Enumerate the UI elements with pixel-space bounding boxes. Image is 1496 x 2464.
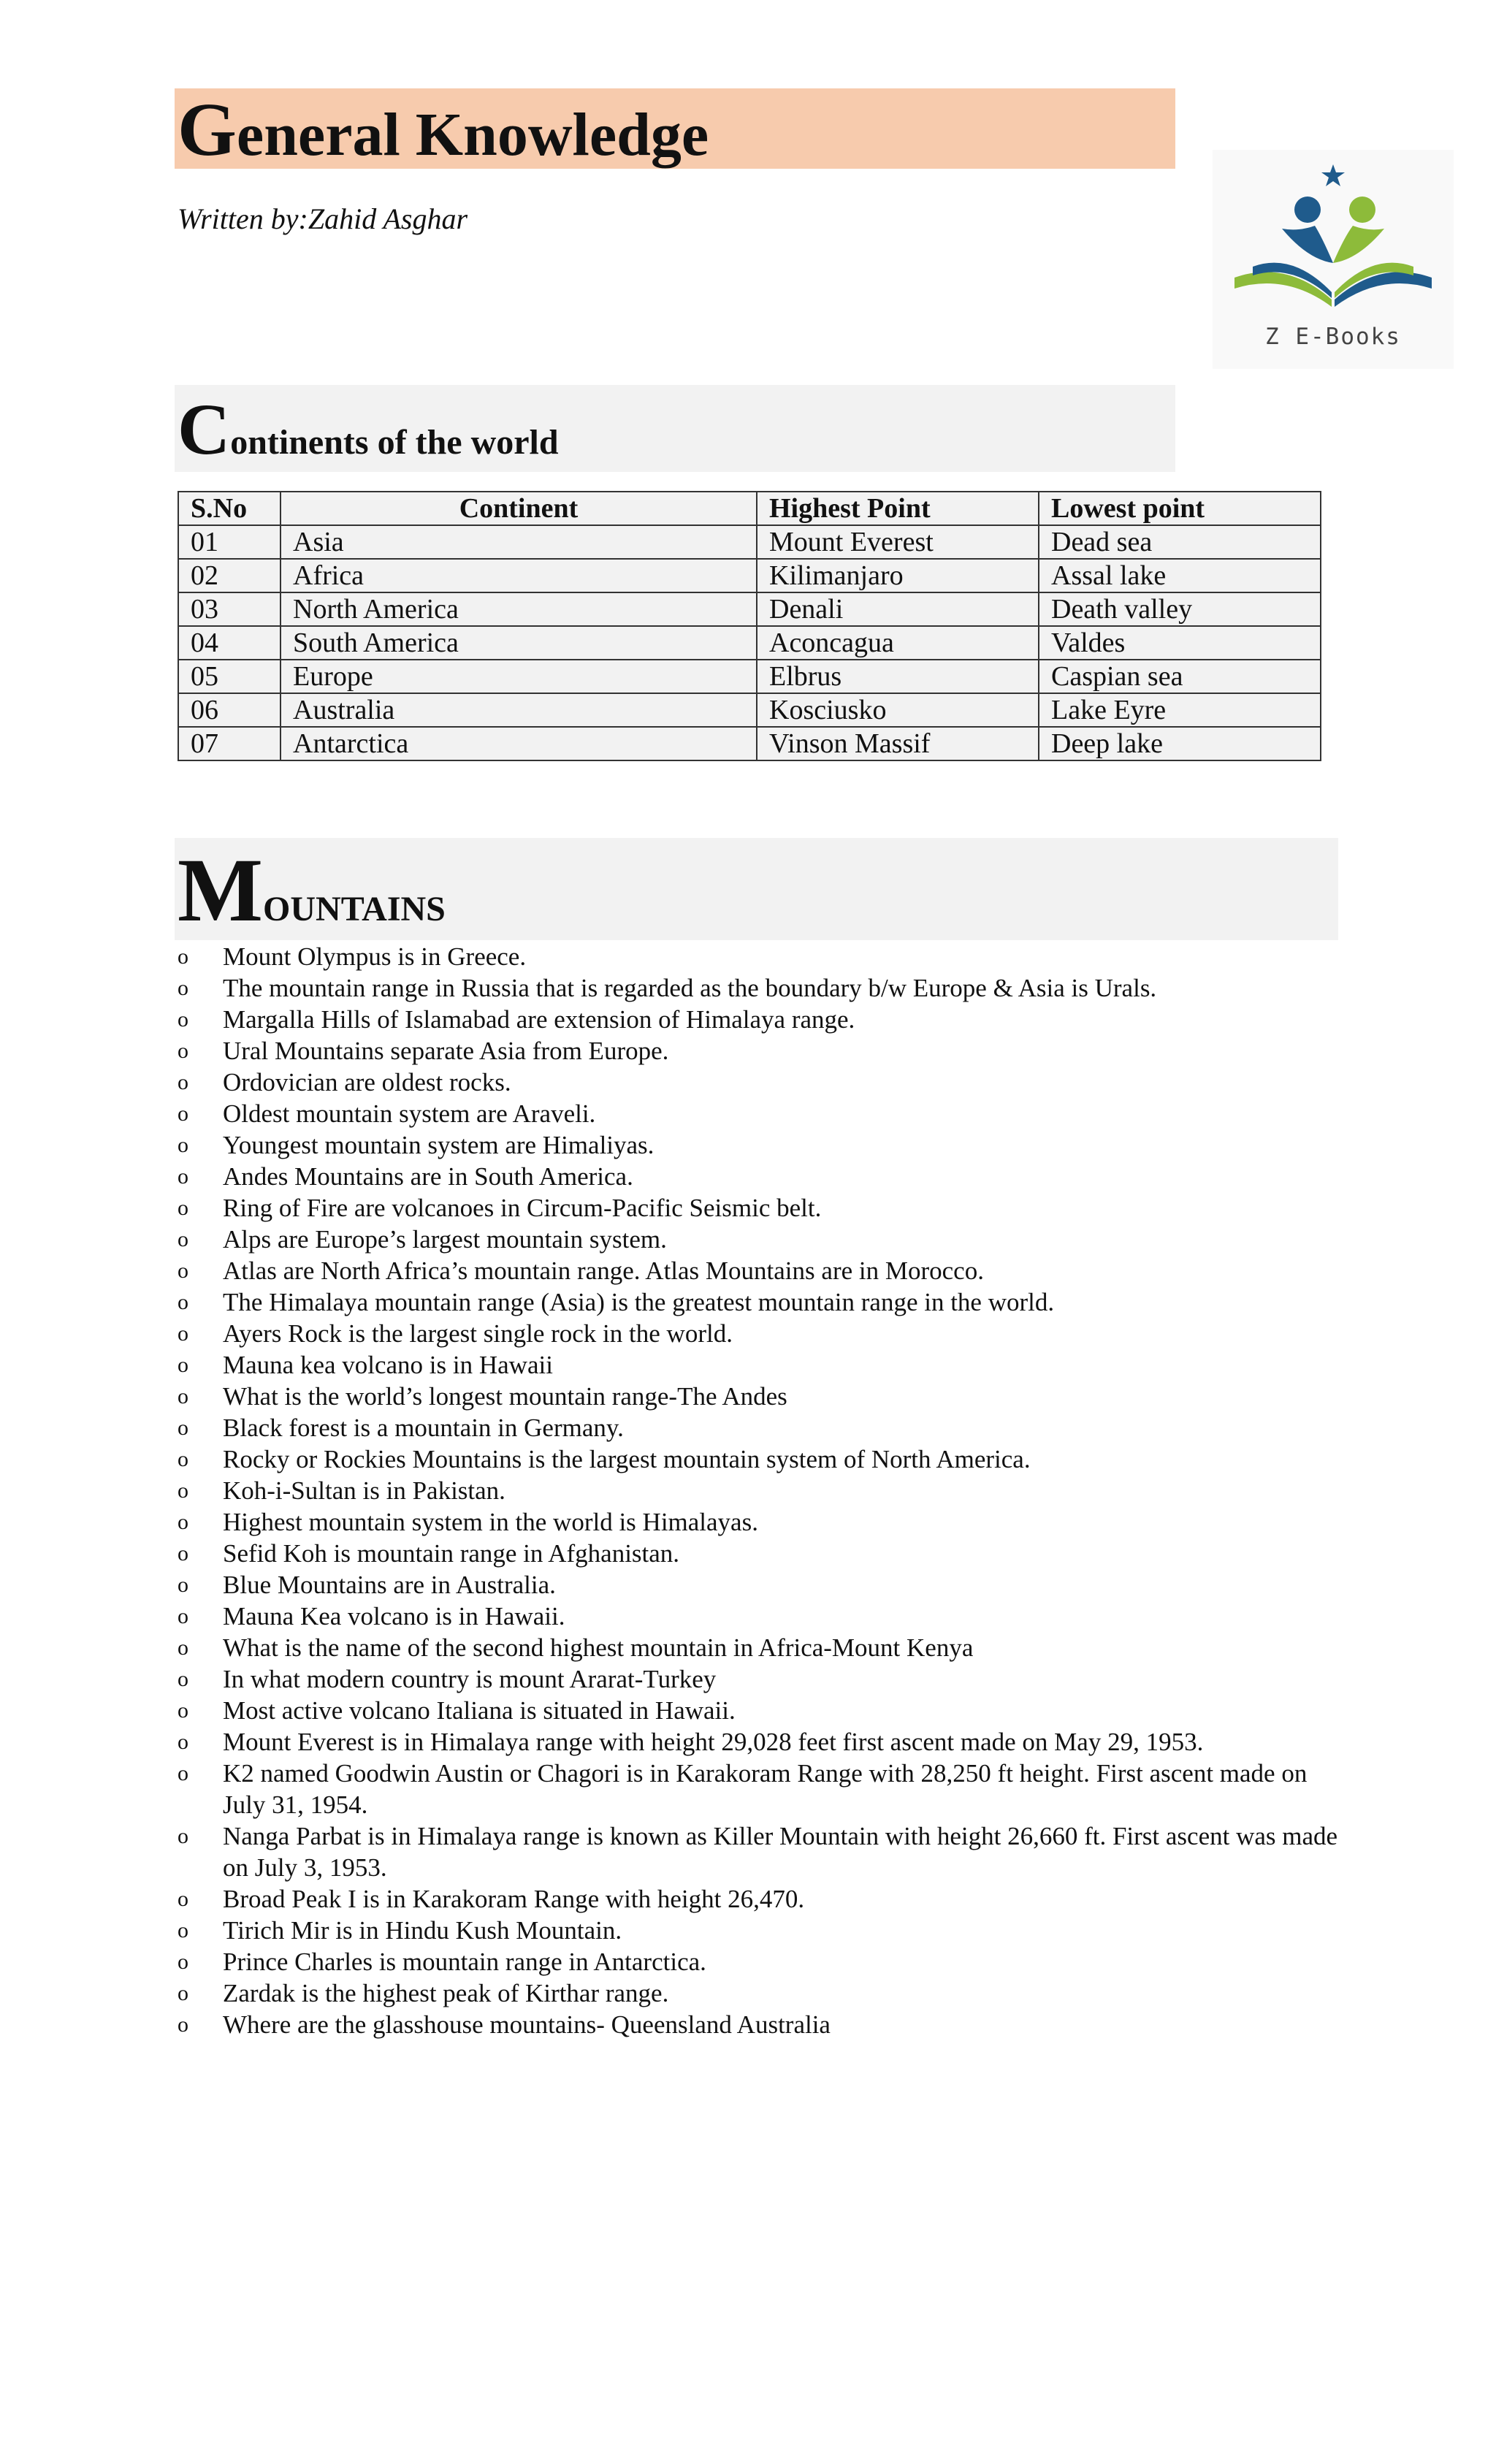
hollow-bullet-icon: o: [178, 945, 188, 969]
continents-table-body: [178, 525, 1321, 760]
list-item: [178, 1161, 1346, 1192]
hollow-bullet-icon: o: [178, 1290, 188, 1314]
list-item: [178, 1098, 1346, 1129]
hollow-bullet-icon: o: [178, 1918, 188, 1942]
hollow-bullet-icon: o: [178, 1510, 188, 1534]
cell-lowest-point: Valdes: [1039, 626, 1321, 660]
list-item-text: What is the world’s longest mountain range-The Andes: [223, 1382, 787, 1411]
table-row: [178, 525, 1321, 559]
list-item-text: Rocky or Rockies Mountains is the largest mountain system of North America.: [223, 1445, 1031, 1473]
author-line: Written by:Zahid Asghar: [178, 202, 468, 235]
continents-heading-initial: C: [178, 389, 231, 470]
hollow-bullet-icon: o: [178, 1950, 188, 1974]
table-row: [178, 693, 1321, 727]
list-item: [178, 1977, 1346, 2009]
list-item-text: Ayers Rock is the largest single rock in the world.: [223, 1319, 733, 1348]
hollow-bullet-icon: o: [178, 1133, 188, 1157]
list-item-text: Oldest mountain system are Araveli.: [223, 1099, 596, 1128]
list-item-text: What is the name of the second highest mountain in Africa-Mount Kenya: [223, 1633, 974, 1662]
list-item-text: Prince Charles is mountain range in Antarctica.: [223, 1948, 706, 1976]
list-item-text: Broad Peak I is in Karakoram Range with height 26,470.: [223, 1885, 805, 1913]
list-item: [178, 1475, 1346, 1506]
list-item: [178, 1758, 1346, 1820]
hollow-bullet-icon: o: [178, 1102, 188, 1126]
list-item-text: Mount Everest is in Himalaya range with height 29,028 feet first ascent made on May 29, 1953.: [223, 1728, 1204, 1756]
list-item: [178, 972, 1346, 1004]
cell-lowest-point: Dead sea: [1039, 525, 1321, 559]
document-title: [178, 86, 709, 179]
continents-table: [178, 491, 1321, 761]
list-item: [178, 1067, 1346, 1098]
cell-sno: 03: [178, 592, 280, 626]
hollow-bullet-icon: o: [178, 1321, 188, 1346]
title-rest: eneral Knowledge: [236, 101, 709, 169]
cell-highest-point: Aconcagua: [757, 626, 1039, 660]
list-item: [178, 1349, 1346, 1381]
list-item: [178, 1946, 1346, 1977]
cell-continent: Antarctica: [280, 727, 757, 760]
list-item: [178, 1632, 1346, 1663]
hollow-bullet-icon: o: [178, 1447, 188, 1471]
list-item: [178, 1004, 1346, 1035]
cell-lowest-point: Death valley: [1039, 592, 1321, 626]
list-item: [178, 1663, 1346, 1695]
cell-lowest-point: Assal lake: [1039, 559, 1321, 592]
list-item-text: Youngest mountain system are Himaliyas.: [223, 1131, 654, 1159]
hollow-bullet-icon: o: [178, 1353, 188, 1377]
hollow-bullet-icon: o: [178, 1384, 188, 1408]
title-initial: G: [178, 88, 237, 172]
cell-lowest-point: Caspian sea: [1039, 660, 1321, 693]
cell-sno: 05: [178, 660, 280, 693]
hollow-bullet-icon: o: [178, 1039, 188, 1063]
list-item: [178, 941, 1346, 972]
hollow-bullet-icon: o: [178, 2013, 188, 2037]
table-row: [178, 660, 1321, 693]
list-item: [178, 2009, 1346, 2040]
list-item: [178, 1538, 1346, 1569]
list-item: [178, 1381, 1346, 1412]
cell-lowest-point: Deep lake: [1039, 727, 1321, 760]
list-item-text: Andes Mountains are in South America.: [223, 1162, 633, 1191]
cell-highest-point: Vinson Massif: [757, 727, 1039, 760]
hollow-bullet-icon: o: [178, 1164, 188, 1189]
list-item: [178, 1192, 1346, 1224]
list-item-text: Ring of Fire are volcanoes in Circum-Pacific Seismic belt.: [223, 1194, 822, 1222]
list-item: [178, 1883, 1346, 1915]
list-item-text: Where are the glasshouse mountains- Queensland Australia: [223, 2010, 831, 2039]
hollow-bullet-icon: o: [178, 1604, 188, 1628]
hollow-bullet-icon: o: [178, 1636, 188, 1660]
cell-highest-point: Kosciusko: [757, 693, 1039, 727]
hollow-bullet-icon: o: [178, 1761, 188, 1785]
list-item-text: Atlas are North Africa’s mountain range. Atlas Mountains are in Morocco.: [223, 1256, 984, 1285]
mountain-facts-list: [178, 941, 1346, 2040]
list-item-text: Most active volcano Italiana is situated in Hawaii.: [223, 1696, 736, 1725]
list-item-text: Sefid Koh is mountain range in Afghanistan.: [223, 1539, 680, 1568]
list-item: [178, 1820, 1346, 1883]
list-item-text: Zardak is the highest peak of Kirthar range.: [223, 1979, 669, 2007]
list-item-text: Mauna kea volcano is in Hawaii: [223, 1351, 553, 1379]
table-row: [178, 626, 1321, 660]
continents-heading-rest: ontinents of the world: [230, 423, 559, 462]
list-item: [178, 1601, 1346, 1632]
cell-sno: 06: [178, 693, 280, 727]
list-item: [178, 1318, 1346, 1349]
mountains-heading-initial: M: [178, 840, 264, 940]
table-row: [178, 592, 1321, 626]
hollow-bullet-icon: o: [178, 1824, 188, 1848]
column-header-lowest-point: Lowest point: [1039, 492, 1321, 525]
cell-highest-point: Kilimanjaro: [757, 559, 1039, 592]
list-item: [178, 1443, 1346, 1475]
table-row: [178, 727, 1321, 760]
list-item-text: Tirich Mir is in Hindu Kush Mountain.: [223, 1916, 622, 1945]
hollow-bullet-icon: o: [178, 1698, 188, 1723]
hollow-bullet-icon: o: [178, 1981, 188, 2005]
list-item: [178, 1286, 1346, 1318]
hollow-bullet-icon: o: [178, 1573, 188, 1597]
list-item-text: Mount Olympus is in Greece.: [223, 942, 527, 971]
cell-continent: Europe: [280, 660, 757, 693]
list-item: [178, 1035, 1346, 1067]
hollow-bullet-icon: o: [178, 1416, 188, 1440]
list-item-text: The mountain range in Russia that is regarded as the boundary b/w Europe & Asia is Urals.: [223, 974, 1157, 1002]
list-item-text: K2 named Goodwin Austin or Chagori is in Karakoram Range with 28,250 ft height. First ascent made on July 31, 1954.: [223, 1759, 1308, 1819]
hollow-bullet-icon: o: [178, 1730, 188, 1754]
cell-lowest-point: Lake Eyre: [1039, 693, 1321, 727]
hollow-bullet-icon: o: [178, 1007, 188, 1031]
hollow-bullet-icon: o: [178, 1196, 188, 1220]
column-header-highest-point: Highest Point: [757, 492, 1039, 525]
logo-caption: Z E-Books: [1265, 324, 1401, 350]
list-item-text: Alps are Europe’s largest mountain system.: [223, 1225, 667, 1254]
mountains-heading-rest: OUNTAINS: [263, 890, 446, 928]
list-item: [178, 1726, 1346, 1758]
hollow-bullet-icon: o: [178, 1887, 188, 1911]
column-header-sno: S.No: [178, 492, 280, 525]
cell-sno: 04: [178, 626, 280, 660]
list-item-text: Blue Mountains are in Australia.: [223, 1571, 556, 1599]
list-item-text: In what modern country is mount Ararat-Turkey: [223, 1665, 717, 1693]
hollow-bullet-icon: o: [178, 976, 188, 1000]
list-item: [178, 1255, 1346, 1286]
list-item-text: Koh-i-Sultan is in Pakistan.: [223, 1476, 505, 1505]
list-item: [178, 1695, 1346, 1726]
z-ebooks-logo: [1213, 150, 1454, 369]
column-header-continent: Continent: [280, 492, 757, 525]
cell-sno: 07: [178, 727, 280, 760]
hollow-bullet-icon: o: [178, 1227, 188, 1251]
table-row: [178, 559, 1321, 592]
cell-continent: South America: [280, 626, 757, 660]
list-item: [178, 1224, 1346, 1255]
table-header-row: [178, 492, 1321, 525]
list-item-text: The Himalaya mountain range (Asia) is the greatest mountain range in the world.: [223, 1288, 1055, 1316]
cell-highest-point: Elbrus: [757, 660, 1039, 693]
hollow-bullet-icon: o: [178, 1070, 188, 1094]
list-item-text: Ural Mountains separate Asia from Europe.: [223, 1037, 669, 1065]
cell-highest-point: Mount Everest: [757, 525, 1039, 559]
cell-continent: North America: [280, 592, 757, 626]
list-item-text: Highest mountain system in the world is Himalayas.: [223, 1508, 758, 1536]
cell-continent: Africa: [280, 559, 757, 592]
cell-sno: 01: [178, 525, 280, 559]
hollow-bullet-icon: o: [178, 1259, 188, 1283]
list-item-text: Nanga Parbat is in Himalaya range is known as Killer Mountain with height 26,660 ft. First ascent was made on July 3, 1953.: [223, 1822, 1338, 1882]
list-item: [178, 1129, 1346, 1161]
list-item: [178, 1915, 1346, 1946]
continents-heading: [178, 386, 559, 487]
book-people-icon: [1213, 150, 1454, 318]
cell-sno: 02: [178, 559, 280, 592]
list-item: [178, 1506, 1346, 1538]
cell-highest-point: Denali: [757, 592, 1039, 626]
cell-continent: Asia: [280, 525, 757, 559]
hollow-bullet-icon: o: [178, 1479, 188, 1503]
hollow-bullet-icon: o: [178, 1667, 188, 1691]
list-item-text: Ordovician are oldest rocks.: [223, 1068, 511, 1096]
list-item-text: Mauna Kea volcano is in Hawaii.: [223, 1602, 565, 1630]
list-item-text: Black forest is a mountain in Germany.: [223, 1414, 624, 1442]
cell-continent: Australia: [280, 693, 757, 727]
hollow-bullet-icon: o: [178, 1541, 188, 1565]
list-item-text: Margalla Hills of Islamabad are extension of Himalaya range.: [223, 1005, 855, 1034]
list-item: [178, 1412, 1346, 1443]
list-item: [178, 1569, 1346, 1601]
